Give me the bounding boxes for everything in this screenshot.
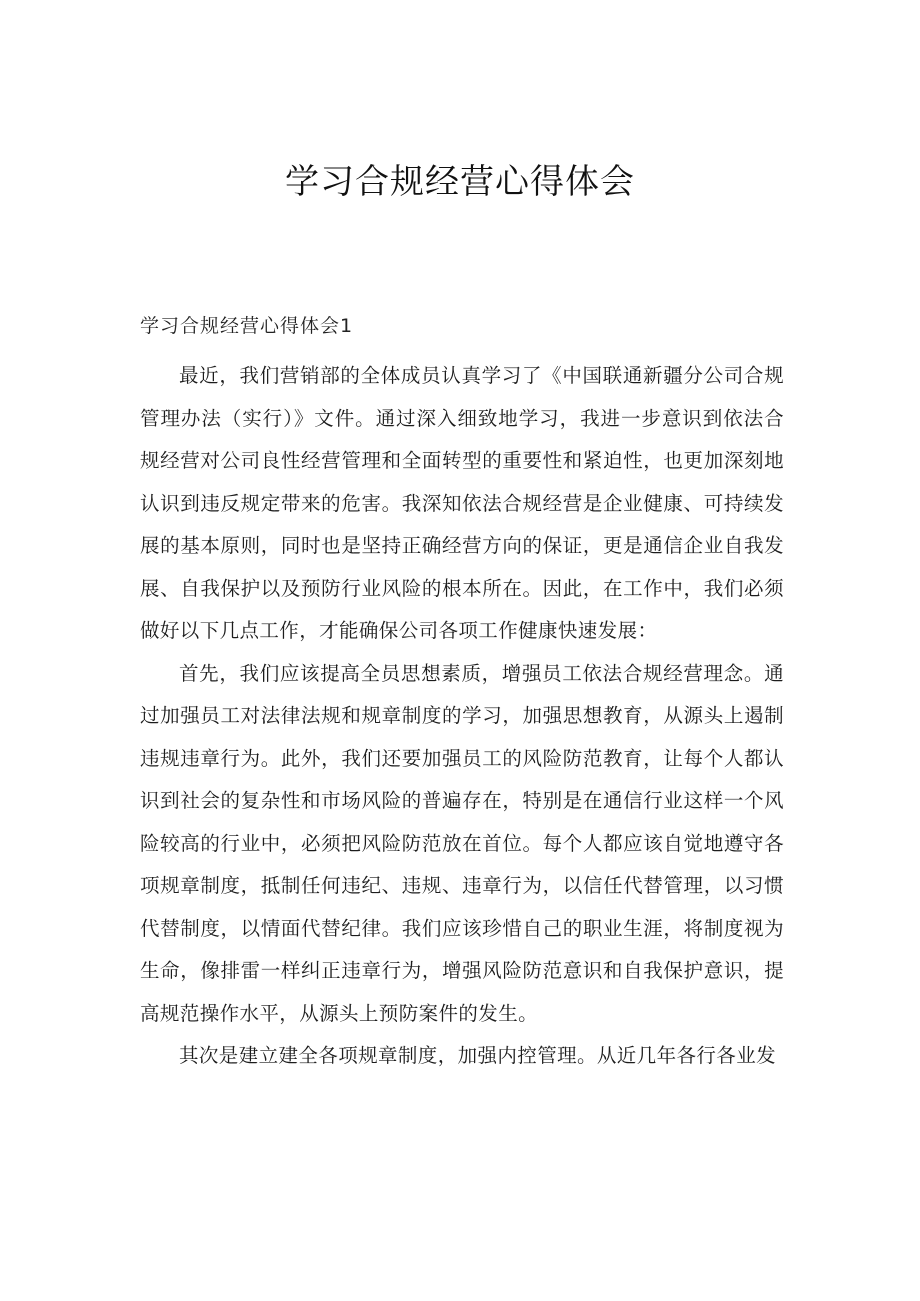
- paragraph-2: 首先，我们应该提高全员思想素质，增强员工依法合规经营理念。通过加强员工对法律法规和规章制度的学习，加强思想教育，从源头上遏制违规违章行为。此外，我们还要加强员工的风险防范教育，让每个人都认识到社会的复杂性和市场风险的普遍存在，特别是在通信行业这样一个风险较高的行业中，必须把风险防范放在首位。每个人都应该自觉地遵守各项规章制度，抵制任何违纪、违规、违章行为，以信任代替管理，以习惯代替制度，以情面代替纪律。我们应该珍惜自己的职业生涯，将制度视为生命，像排雷一样纠正违章行为，增强风险防范意识和自我保护意识，提高规范操作水平，从源头上预防案件的发生。: [140, 661, 784, 1025]
- paragraph-1: 最近，我们营销部的全体成员认真学习了《中国联通新疆分公司合规管理办法（实行）》文件。通过深入细致地学习，我进一步意识到依法合规经营对公司良性经营管理和全面转型的重要性和紧迫性，也更加深刻地认识到违反规定带来的危害。我深知依法合规经营是企业健康、可持续发展的基本原则，同时也是坚持正确经营方向的保证，更是通信企业自我发展、自我保护以及预防行业风险的根本所在。因此，在工作中，我们必须做好以下几点工作，才能确保公司各项工作健康快速发展：: [140, 364, 784, 642]
- document-title: 学习合规经营心得体会: [285, 162, 635, 202]
- section-heading: 学习合规经营心得体会1: [140, 315, 354, 337]
- paragraph-3: 其次是建立建全各项规章制度，加强内控管理。从近几年各行各业发: [179, 1044, 777, 1067]
- document-body: [140, 355, 784, 1078]
